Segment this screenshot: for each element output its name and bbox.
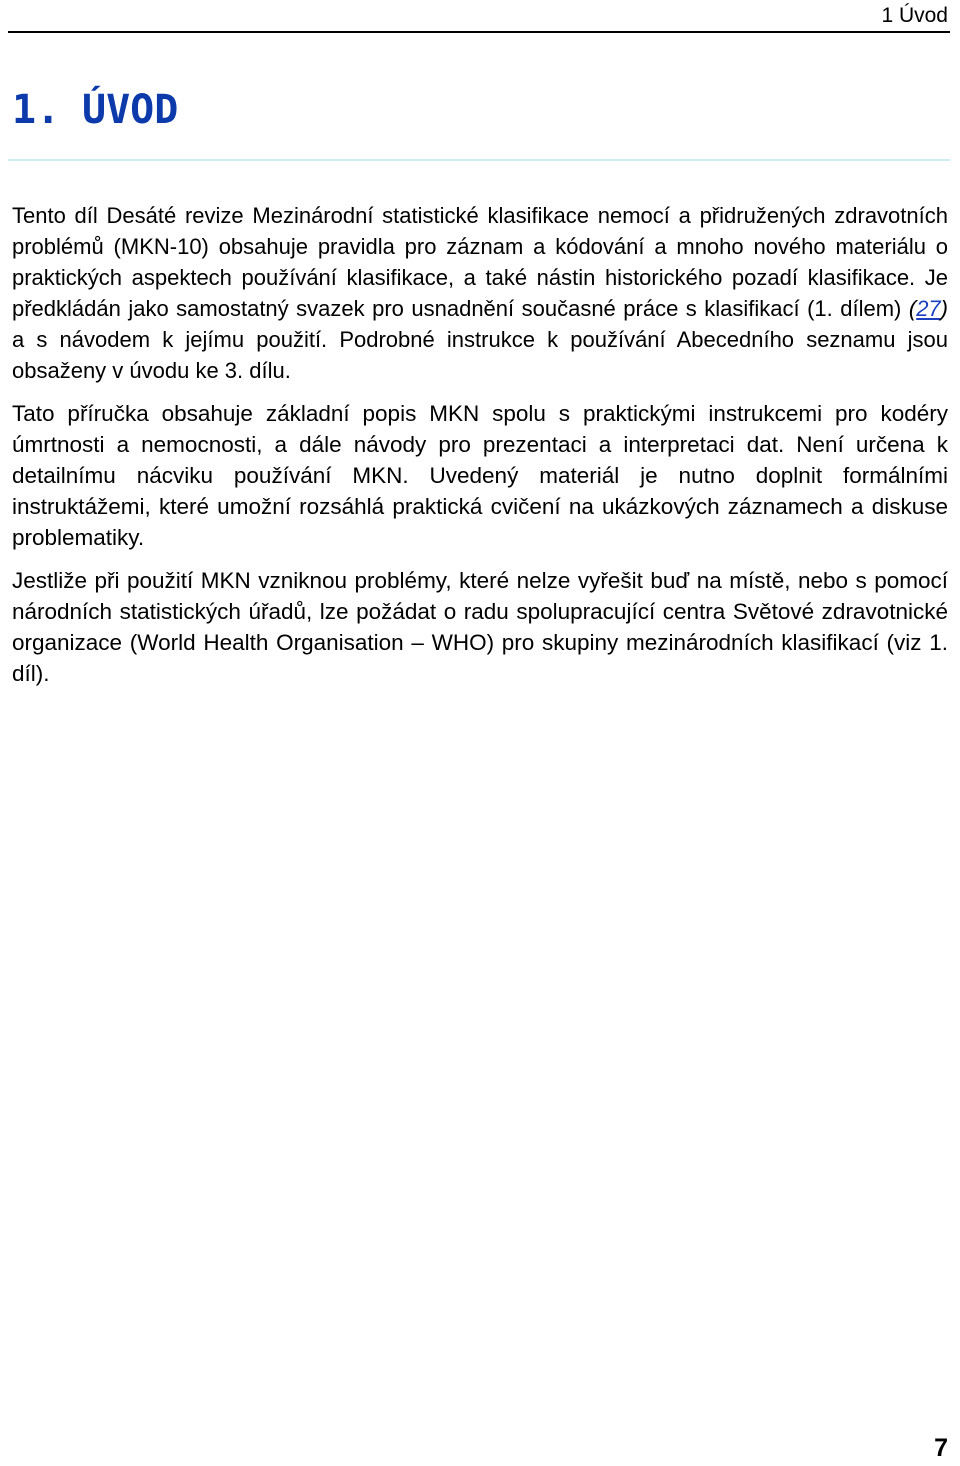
page-number: 7 xyxy=(934,1434,948,1462)
heading-rule xyxy=(8,159,950,161)
header-rule xyxy=(8,31,950,33)
paragraph-1-text-a: Tento díl Desáté revize Mezinárodní statistické klasifikace nemocí a přidružených zdravotních problémů (MKN-10) obsahuje pravidla pro záznam a kódování a mnoho nového materiálu o praktických aspektech používání klasifikace, a také nástin historického pozadí klasifikace. Je předkládán jako samostatný svazek pro usnadnění současné práce s klasifikací (1. dílem) xyxy=(12,203,948,321)
chapter-title: ÚVOD xyxy=(82,87,179,133)
ref-open-paren: ( xyxy=(908,296,917,321)
reference-link-27[interactable]: 27 xyxy=(916,296,941,321)
chapter-heading xyxy=(12,84,178,136)
paragraph-1 xyxy=(12,200,948,386)
chapter-number: 1. xyxy=(12,87,61,133)
paragraph-2: Tato příručka obsahuje základní popis MKN spolu s praktickými instrukcemi pro kodéry úmrtnosti a nemocnosti, a dále návody pro prezentaci a interpretaci dat. Není určena k detailnímu nácviku používání MKN. Uvedený materiál je nutno doplnit formálními instruktážemi, které umožní rozsáhlá praktická cvičení na ukázkových záznamech a diskuse problematiky. xyxy=(12,401,948,550)
paragraph-1-text-b: a s návodem k jejímu použití. Podrobné instrukce k používání Abecedního seznamu jsou obsaženy v úvodu ke 3. dílu. xyxy=(12,327,948,383)
running-header: 1 Úvod xyxy=(881,4,948,27)
ref-close-paren: ) xyxy=(940,296,948,321)
reference-citation xyxy=(909,296,948,321)
paragraph-3: Jestliže při použití MKN vzniknou problémy, které nelze vyřešit buď na místě, nebo s pomocí národních statistických úřadů, lze požádat o radu spolupracující centra Světové zdravotnické organizace (World Health Organisation – WHO) pro skupiny mezinárodních klasifikací (viz 1. díl). xyxy=(12,568,948,686)
body-text xyxy=(12,200,948,701)
